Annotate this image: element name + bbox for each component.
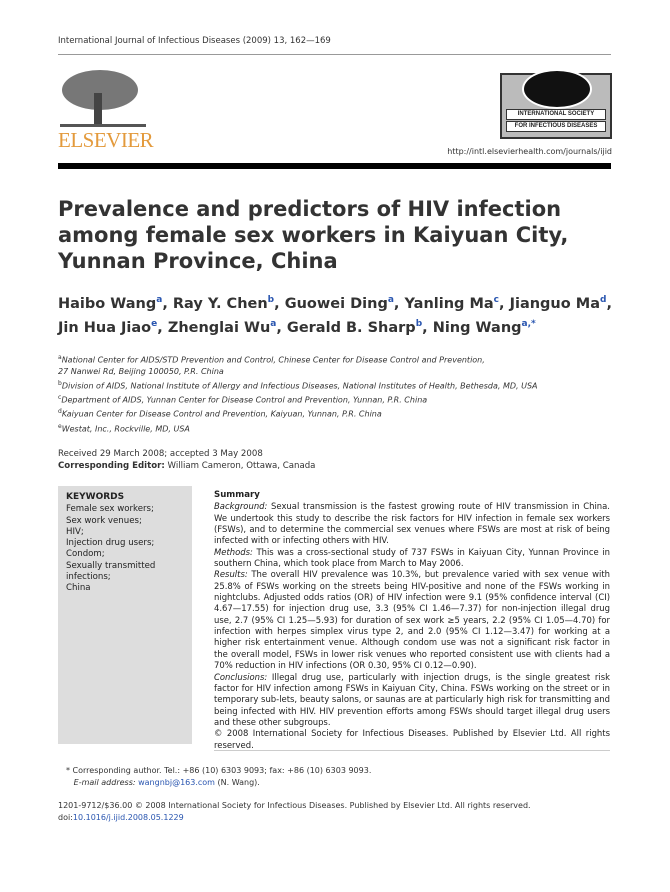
abstract-section: Background: Sexual transmission is the fastest growing route of HIV transmission in China. We undertook this study to describe the risk factors for HIV infection in female sex workers (FSWs), and to determine the commercial sex venues where FSWs are most at risk of being infected with or infecting others with HIV. <box>214 501 610 546</box>
journal-url[interactable]: http://intl.elsevierhealth.com/journals/ijid <box>447 147 612 156</box>
author: Zhenglai Wu <box>167 319 271 336</box>
header-rule <box>58 54 611 55</box>
copyright: © 2008 International Society for Infectious Diseases. Published by Elsevier Ltd. All rights reserved. <box>214 728 610 750</box>
header-bar <box>58 163 611 169</box>
affiliation: 27 Nanwei Rd, Beijing 100050, P.R. China <box>58 367 224 377</box>
keyword: Sexually transmitted infections; <box>66 560 156 583</box>
affiliation: $^d$Kaiyuan Center for Disease Control and Prevention, Kaiyuan, Yunnan, P.R. China <box>58 408 382 419</box>
author: Ray Y. Chen <box>172 295 268 312</box>
keyword: Condom; <box>66 549 105 560</box>
abstract-section: Results: The overall HIV prevalence was 10.3%, but prevalence varied with sex venue with 25.8% of FSWs working on the streets being HIV-positive and none of the FSWs working in nightclubs. Adjusted odds ratios (OR) of HIV infection were 9.1 (95% confidence interval (CI) 4.67—17.55) for injection drug use, 3.3 (95% CI 1.46—7.37) for non-injection illegal drug use, 2.7 (95% CI 1.25—5.93) for duration of sex work ≥5 years, 2.2 (95% CI 1.05—4.70) for infection with herpes simplex virus type 2, and 2.0 (95% CI 1.12—3.47) for working at a higher risk entertainment venue. Although condom use was not a significant risk factor in the overall model, FSWs in lower risk venues who reported consistent use with clients had a 70% reduction in HIV infections (OR 0.30, 95% CI 0.12—0.90). <box>214 569 610 671</box>
keyword: Sex work venues; <box>66 515 142 526</box>
keywords-box <box>58 486 192 744</box>
affiliation: $^a$National Center for AIDS/STD Prevention and Control, Chinese Center for Disease Control and Prevention, <box>58 354 485 365</box>
corresponding-author: * Corresponding author. Tel.: +86 (10) 6303 9093; fax: +86 (10) 6303 9093. <box>66 766 372 775</box>
isid-logo <box>500 73 612 139</box>
logo-text: FOR INFECTIOUS DISEASES <box>506 121 606 132</box>
elsevier-wordmark: ELSEVIER <box>58 128 154 152</box>
keywords-list <box>66 504 184 594</box>
author-affiliation-mark[interactable]: b <box>267 295 275 305</box>
affiliation: $^b$Division of AIDS, National Institute of Allergy and Infectious Diseases, National Institutes of Health, Bethesda, MD, USA <box>58 379 538 391</box>
affiliations <box>58 352 538 435</box>
logo-text: INTERNATIONAL SOCIETY <box>506 109 606 120</box>
author: Ning Wang <box>432 319 522 336</box>
keywords-heading: KEYWORDS <box>66 492 125 502</box>
journal-reference: International Journal of Infectious Diseases (2009) 13, 162—169 <box>58 36 331 46</box>
keyword: China <box>66 583 91 594</box>
keyword: Female sex workers; <box>66 504 154 515</box>
author-affiliation-mark[interactable]: a <box>387 295 394 305</box>
keyword: Injection drug users; <box>66 538 155 549</box>
corresponding-editor: Corresponding Editor: William Cameron, Ottawa, Canada <box>58 461 316 471</box>
author: Haibo Wang <box>58 295 157 312</box>
summary-heading: Summary <box>214 490 260 500</box>
author-affiliation-mark[interactable]: b <box>415 318 423 329</box>
received-dates: Received 29 March 2008; accepted 3 May 2008 <box>58 449 263 459</box>
article-title: Prevalence and predictors of HIV infection among female sex workers in Kaiyuan City, Yunnan Province, China <box>58 197 569 273</box>
keyword: HIV; <box>66 526 84 537</box>
author: Jin Hua Jiao <box>58 319 152 336</box>
footnote: * Corresponding author. Tel.: +86 (10) 6303 9093; fax: +86 (10) 6303 9093. E-mail address: wangnbj@163.com (N. Wang). <box>66 766 372 787</box>
doi-link[interactable]: 10.1016/j.ijid.2008.05.1229 <box>72 813 184 822</box>
author-affiliation-mark[interactable]: a,* <box>521 318 536 329</box>
author-affiliation-mark[interactable]: e <box>151 318 158 329</box>
affiliation: $^c$Department of AIDS, Yunnan Center for Disease Control and Prevention, Yunnan, P.R. China <box>58 394 428 405</box>
article-history <box>58 448 315 472</box>
author-list: Haibo Wang$^a$, Ray Y. Chen$^b$, Guowei Ding$^a$, Yanling Ma$^c$, Jianguo Ma$^d$, Jin Hua Jiao$^e$, Zhenglai Wu$^a$, Gerald B. Sharp$^b$, Ning Wang$^{a,*}$ <box>58 295 612 336</box>
author: Yanling Ma <box>404 295 494 312</box>
author-affiliation-mark[interactable]: a <box>270 318 277 329</box>
issn-line: 1201-9712/$36.00 © 2008 International Society for Infectious Diseases. Published by Elsevier Ltd. All rights reserved. <box>58 801 531 810</box>
author-affiliation-mark[interactable]: a <box>156 295 163 305</box>
author: Jianguo Ma <box>509 295 600 312</box>
globe-icon <box>522 69 592 109</box>
abstract-section: Conclusions: Illegal drug use, particularly with injection drugs, is the single greatest risk factor for HIV infection among FSWs in Kaiyuan City, China. FSWs working on the street or in temporary sub-lets, beauty salons, or saunas are at particularly high risk for transmitting and being infected with HIV. HIV prevention efforts among FSWs should target illegal drug users and these other subgroups. <box>214 671 610 727</box>
issn-doi: 1201-9712/$36.00 © 2008 International Society for Infectious Diseases. Published by Elsevier Ltd. All rights reserved. doi:10.1016/j.ijid.2008.05.1229 <box>58 801 531 822</box>
abstract <box>214 490 610 751</box>
author: Guowei Ding <box>284 295 388 312</box>
abstract-section: Methods: This was a cross-sectional study of 737 FSWs in Kaiyuan City, Yunnan Province in southern China, which took place from March to May 2006. <box>214 546 610 569</box>
author: Gerald B. Sharp <box>286 319 416 336</box>
abstract-rule <box>214 750 610 751</box>
author-affiliation-mark[interactable]: d <box>599 295 607 305</box>
email-link[interactable]: wangnbj@163.com <box>138 778 215 787</box>
affiliation: $^e$Westat, Inc., Rockville, MD, USA <box>58 422 190 434</box>
author-affiliation-mark[interactable]: c <box>493 295 500 305</box>
